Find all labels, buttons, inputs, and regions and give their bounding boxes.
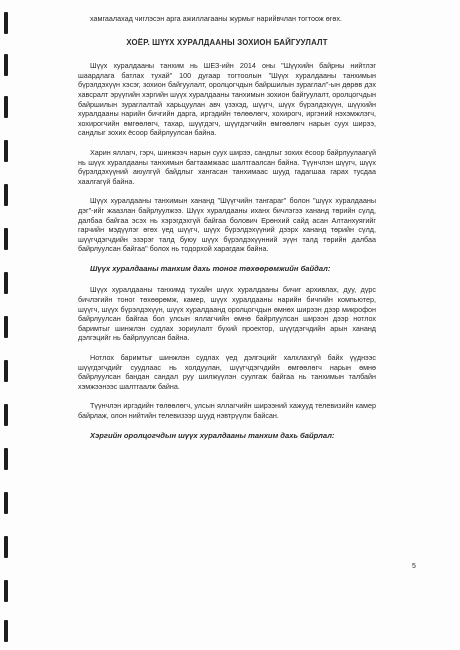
document-body [78,14,376,452]
paragraph: Харин яллагч, гэрч, шинжээч нарын суух ширээ, сандлыг зохих ёсоор байрлуулаагүй нь шүүх хуралдааны танхимын багтаамжаас шалтгаалсан байна. Түүнчлэн шүүгч, шүүх бүрэлдэхүүний аюулгүй байдлыг хангасан танхимаас шууд гадагшаа гарах тусдаа хаалгагүй байна. [78,147,376,186]
intro-line: хамгаалахад чиглэсэн арга ажиллагааны журмыг нарийвчлан тогтоож өгөх. [90,14,342,23]
binder-hole [4,184,8,206]
binder-hole [4,96,8,118]
paragraph: Шүүх хуралдааны танхимд тухайн шүүх хуралдааны бичиг архивлах, дуу, дүрс бичлэгийн тоног төхөөрөмж, камер, шүүх хуралдааны нарийн бичгийн компьютер, шүүгч, шүүх бүрэлдэхүүн, шүүх хуралдаанд оролцогчдын өмнөх ширээн дээр микрофон байрлуулсан байгаа бол улсын яллагчийн өмнө байрлуулсан ширээн дээр нотлох баримтыг шинжлэн судлах зориулалт бүхий проектор, шүүгдэгчдийн арын хананд дэлгэцийг нь байрлуулсан байна. [78,285,376,343]
binder-hole [4,12,8,34]
binder-hole [4,448,8,470]
page-number: 5 [412,563,416,570]
binder-hole [4,360,8,382]
section-heading: ХОЁР. ШҮҮХ ХУРАЛДААНЫ ЗОХИОН БАЙГУУЛАЛТ [126,37,328,47]
binder-hole [4,404,8,426]
binder-hole [4,492,8,514]
binder-hole [4,54,8,76]
subheading-participants: Хэргийн оролцогчдын шүүх хуралдааны танхим дахь байрлал: [90,430,335,440]
subheading-equipment: Шүүх хуралдааны танхим дахь тоног төхөөрөмжийн байдал: [90,263,331,273]
binder-hole [4,316,8,338]
binder-hole [4,620,8,642]
paragraph: Нотлох баримтыг шинжлэн судлах үед дэлгэцийг халхлахгүй байх үүднээс шүүгдэгчдийг суудлаас нь холдуулан, шүүгчдэгчдийн өмгөөлөгч нарын өмнө байрлуулсан бандан сандал руу шилжүүлэн суулгаж байгаа нь танхимын талбайн хэмжээнээс шалтгаалж байна. [78,353,376,391]
paragraph: Шүүх хуралдааны танхимын хананд "Шүүгчийн тангараг" болон "шүүх хуралдааны дэг"-ийг жаазлан байрлуулжээ. Шүүх хуралдааны иханх бичлэгээ хананд төрийн сүлд, далбаа байгаа эсэх нь хэрэгдэхгүй байгаа болович Ерөнхий сайд асан Алтанхуягийг гарчийн мэдүүлэг өгөх үед шүүгч, шүүх бүрэлдэхүүний дээрх хананд төрийн сүлд, шүүгчдэгчдийн эзэрэг талд буюу шүүх бүрэлдэхүүнний зүүн талд төрийн далбаа байрлуулсан байгаа" болох нь тодорхой харагдаж байна. [78,196,376,254]
binder-hole [4,140,8,162]
binder-hole [4,272,8,294]
paragraph: Түүнчлэн иргэдийн төлөөлөгч, улсын яллагчийн ширээний хажууд телевизийн камер байрлаж, олон нийтийн телевизээр шууд нэвтрүүлж байсан. [78,401,376,420]
binder-hole [4,580,8,602]
binder-hole [4,228,8,250]
binder-holes [4,0,14,650]
binder-hole [4,536,8,558]
paragraph: Шүүх хуралдааны танхим нь ШЕЗ-ийн 2014 оны "Шүүхийн байрны нийтлэг шаардлага батлах тухай" 100 дугаар тогтоолын "Шүүх хуралдааны танхимын бүрэлдэхүүн хэсэг, зохион байгуулалт, оролцогчдын байршилын зураглал"-ын дөрөв дэх хавсралт эрүүгийн хэргийн шүүх хуралдааны танхимын зохион байгуулалт, оролцогчдын байршилын зураглалтай харьцуулан авч үзэхэд, шүүгч, шүүх бүрэлдэхүүн, шүүхийн хуралдааны нарийн бичгийн дарга, иргэдийн төлөөлөгч, хохирогч, иргэний нэхэмжлэгч, хохирогчийн өмгөөлөгч, тахар, шүүгдэгч, шүүгдэгчийн өмгөөлөгч нарын суух ширээ, сандлыг зохих ёсоор байрлуулсан байна. [78,61,376,138]
